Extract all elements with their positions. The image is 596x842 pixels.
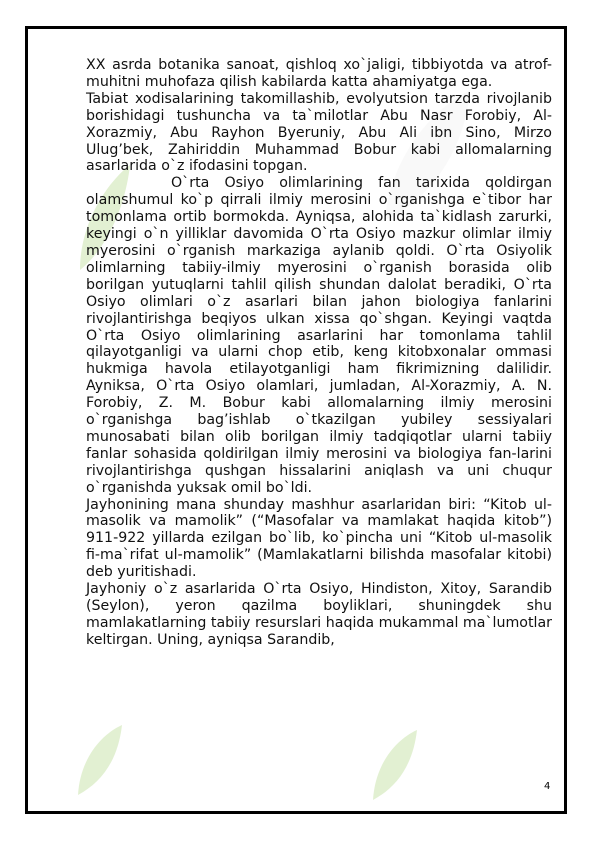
page-number: 4 <box>544 781 551 792</box>
paragraph: XX asrda botanika sanoat, qishloq xo`jaligi, tibbiyotda va atrof-muhitni muhofaza qilish kabilarda katta ahamiyatga ega. <box>86 57 552 90</box>
paragraph: Jayhonining mana shunday mashhur asarlaridan biri: “Kitob ul-masolik va mamolik” (“Masofalar va mamlakat haqida kitob”) 911-922 yillarda ezilgan bo`lib, ko`pincha uni “Kitob ul-masolik fi-ma`rifat ul-mamolik” (Mamlakatlarni bilishda masofalar kitobi) deb yuritishadi. <box>86 496 552 581</box>
paragraph: Jayhoniy o`z asarlarida O`rta Osiyo, Hindiston, Xitoy, Sarandib (Seylon), yeron qazilma boyliklari, shuningdek shu mamlakatlarning tabiiy resurslari haqida mukammal ma`lumotlar keltirgan. Uning, ayniqsa Sarandib, <box>86 581 552 648</box>
paragraph: Tabiat xodisalarining takomillashib, evolyutsion tarzda rivojlanib borishidagi tushuncha va ta`milotlar Abu Nasr Forobiy, Al-Xorazmiy, Abu Rayhon Byeruniy, Abu Ali ibn Sino, Mirzo Ulug’bek, Zahiriddin Muhammad Bobur kabi allomalarning asarlarida o`z ifodasini topgan. <box>86 90 552 175</box>
document-body <box>86 57 552 649</box>
paragraph: O`rta Osiyo olimlarining fan tarixida qoldirgan olamshumul ko`p qirrali ilmiy merosini o`rganishga e`tibor har tomonlama ortib bormokda. Ayniqsa, alohida ta`kidlash zarurki, keyingi o`n yilliklar davomida O`rta Osiyo mazkur olimlar ilmiy myerosini o`rganish markaziga aylanib qoldi. O`rta Osiyolik olimlarning tabiiy-ilmiy myerosini o`rganish borasida olib borilgan yutuqlarni tahlil qilish shundan dalolat beradiki, O`rta Osiyo olimlari o`z asarlari bilan jahon biologiya fanlarini rivojlantirishga beqiyos ulkan xissa qo`shgan. Keyingi vaqtda O`rta Osiyo olimlarining asarlarini har tomonlama tahlil qilayotganligi va ularni chop etib, keng kitobxonalar ommasi hukmiga havola etilayotganligi ham fikrimizning dalilidir. Ayniksa, O`rta Osiyo olamlari, jumladan, Al-Xorazmiy, A. N. Forobiy, Z. M. Bobur kabi allomalarning ilmiy merosini o`rganishga bag’ishlab o`tkazilgan yubiley sessiyalari munosabati bilan olib borilgan ilmiy tadqiqotlar ularni tabiiy fanlar sohasida qoldirilgan ilmiy merosini va biologiya fan-larini rivojlantirishga qushgan hissalarini aniqlash va uni chuqur o`rganishda yuksak omil bo`ldi. <box>86 175 552 496</box>
